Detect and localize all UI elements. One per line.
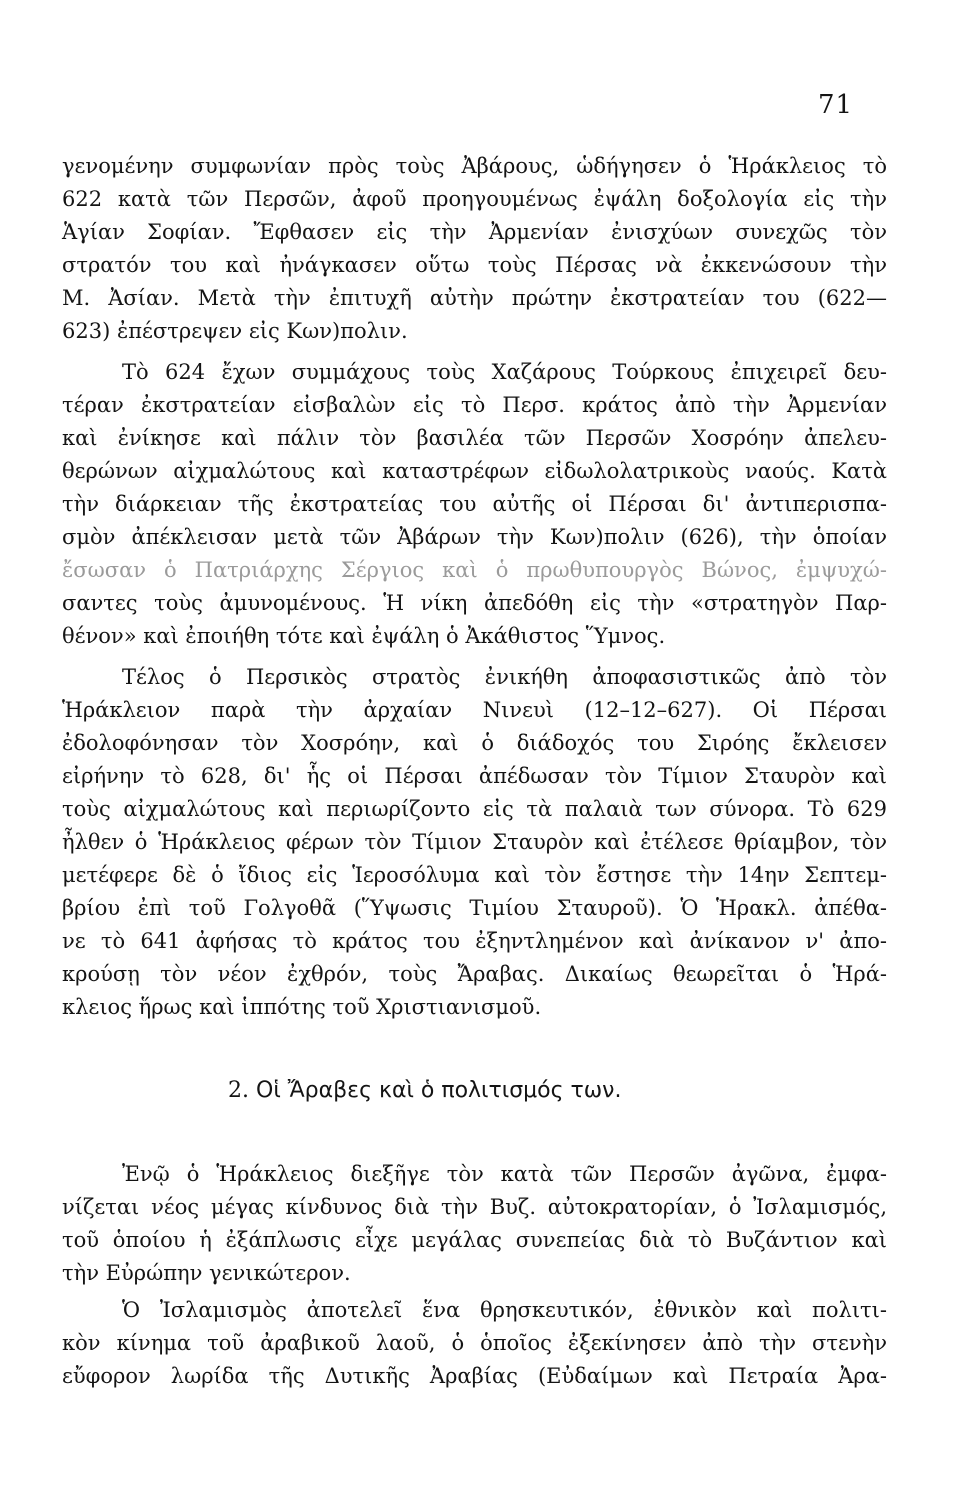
text-line: Τέλος ὁ Περσικὸς στρατὸς ἐνικήθη ἀποφασιστικῶς ἀπὸ τὸν (122, 665, 887, 689)
section-heading-text: Οἱ Ἄραβες καὶ ὁ πολιτισμός των. (256, 1078, 622, 1103)
text-line: Τὸ 624 ἔχων συμμάχους τοὺς Χαζάρους Τούρκους ἐπιχειρεῖ δευ- (122, 360, 887, 384)
text-line: μετέφερε δὲ ὁ ἴδιος εἰς Ἱεροσόλυμα καὶ τὸν ἔστησε τὴν 14ην Σεπτεμ- (62, 863, 887, 887)
text-line: σαντες τοὺς ἀμυνομένους. Ἡ νίκη ἀπεδόθη εἰς τὴν «στρατηγὸν Παρ- (62, 591, 887, 615)
text-line: Ὁ Ἰσλαμισμὸς ἀποτελεῖ ἕνα θρησκευτικόν, ἐθνικὸν καὶ πολιτι- (122, 1298, 887, 1322)
text-line: 622 κατὰ τῶν Περσῶν, ἀφοῦ προηγουμένως ἐψάλη δοξολογία εἰς τὴν (62, 187, 887, 211)
text-line: Ἐνῷ ὁ Ἡράκλειος διεξῆγε τὸν κατὰ τῶν Περσῶν ἀγῶνα, ἐμφα- (122, 1162, 887, 1186)
text-line: τέραν ἐκστρατείαν εἰσβαλὼν εἰς τὸ Περσ. κράτος ἀπὸ τὴν Ἀρμενίαν (62, 393, 887, 417)
text-line: θερώνων αἰχμαλώτους καὶ καταστρέφων εἰδωλολατρικοὺς ναούς. Κατὰ (62, 459, 887, 483)
text-line: τὴν Εὐρώπην γενικώτερον. (62, 1261, 351, 1285)
text-line: κλειος ἥρως καὶ ἱππότης τοῦ Χριστιανισμοῦ. (62, 995, 542, 1019)
text-line: θένον» καὶ ἐποιήθη τότε καὶ ἐψάλη ὁ Ἀκάθιστος Ὕμνος. (62, 624, 666, 648)
text-line: τὴν διάρκειαν τῆς ἐκστρατείας του αὐτῆς οἱ Πέρσαι δι' ἀντιπερισπα- (62, 492, 887, 516)
text-line: ἔσωσαν ὁ Πατριάρχης Σέργιος καὶ ὁ πρωθυπουργὸς Βώνος, ἐμψυχώ- (62, 558, 887, 582)
text-line: Ἡράκλειον παρὰ τὴν ἀρχαίαν Νινευὶ (12–12–627). Οἱ Πέρσαι (62, 698, 887, 722)
text-line: Μ. Ἀσίαν. Μετὰ τὴν ἐπιτυχῆ αὐτὴν πρώτην ἐκστρατείαν του (622— (62, 286, 887, 310)
text-line: εἰρήνην τὸ 628, δι' ἧς οἱ Πέρσαι ἀπέδωσαν τὸν Τίμιον Σταυρὸν καὶ (62, 764, 887, 788)
text-line: κὸν κίνημα τοῦ ἀραβικοῦ λαοῦ, ὁ ὁποῖος ἐξεκίνησεν ἀπὸ τὴν στενὴν (62, 1331, 887, 1355)
section-heading (228, 1077, 621, 1105)
text-line: ἦλθεν ὁ Ἡράκλειος φέρων τὸν Τίμιον Σταυρὸν καὶ ἐτέλεσε θρίαμβον, τὸν (62, 830, 887, 854)
page-number: 71 (818, 90, 854, 120)
text-line: βρίου ἐπὶ τοῦ Γολγοθᾶ (Ὕψωσις Τιμίου Σταυροῦ). Ὁ Ἡρακλ. ἀπέθα- (62, 896, 887, 920)
text-line: σμὸν ἀπέκλεισαν μετὰ τῶν Ἀβάρων τὴν Κων)πολιν (626), τὴν ὁποίαν (62, 525, 887, 549)
text-line: Ἁγίαν Σοφίαν. Ἔφθασεν εἰς τὴν Ἀρμενίαν ἐνισχύων συνεχῶς τὸν (62, 220, 887, 244)
text-line: κρούσῃ τὸν νέον ἐχθρόν, τοὺς Ἄραβας. Δικαίως θεωρεῖται ὁ Ἡρά- (62, 962, 887, 986)
text-line: νίζεται νέος μέγας κίνδυνος διὰ τὴν Βυζ. αὐτοκρατορίαν, ὁ Ἰσλαμισμός, (62, 1195, 887, 1219)
text-line: στρατόν του καὶ ἠνάγκασεν οὕτω τοὺς Πέρσας νὰ ἐκκενώσουν τὴν (62, 253, 887, 277)
text-line: ἐδολοφόνησαν τὸν Χοσρόην, καὶ ὁ διάδοχός του Σιρόης ἔκλεισεν (62, 731, 887, 755)
text-line: γενομένην συμφωνίαν πρὸς τοὺς Ἀβάρους, ὡδήγησεν ὁ Ἡράκλειος τὸ (62, 154, 887, 178)
text-line: εὔφορον λωρίδα τῆς Δυτικῆς Ἀραβίας (Εὐδαίμων καὶ Πετραία Ἀρα- (62, 1364, 887, 1388)
text-line: 623) ἐπέστρεψεν εἰς Κων)πολιν. (62, 319, 408, 343)
text-line: νε τὸ 641 ἀφήσας τὸ κράτος του ἐξηντλημένον καὶ ἀνίκανον ν' ἀπο- (62, 929, 887, 953)
section-heading-number: 2. (228, 1078, 249, 1103)
text-line: τοῦ ὁποίου ἡ ἐξάπλωσις εἶχε μεγάλας συνεπείας διὰ τὸ Βυζάντιον καὶ (62, 1228, 887, 1252)
text-line: καὶ ἐνίκησε καὶ πάλιν τὸν βασιλέα τῶν Περσῶν Χοσρόην ἀπελευ- (62, 426, 887, 450)
text-line: τοὺς αἰχμαλώτους καὶ περιωρίζοντο εἰς τὰ παλαιὰ των σύνορα. Τὸ 629 (62, 797, 887, 821)
